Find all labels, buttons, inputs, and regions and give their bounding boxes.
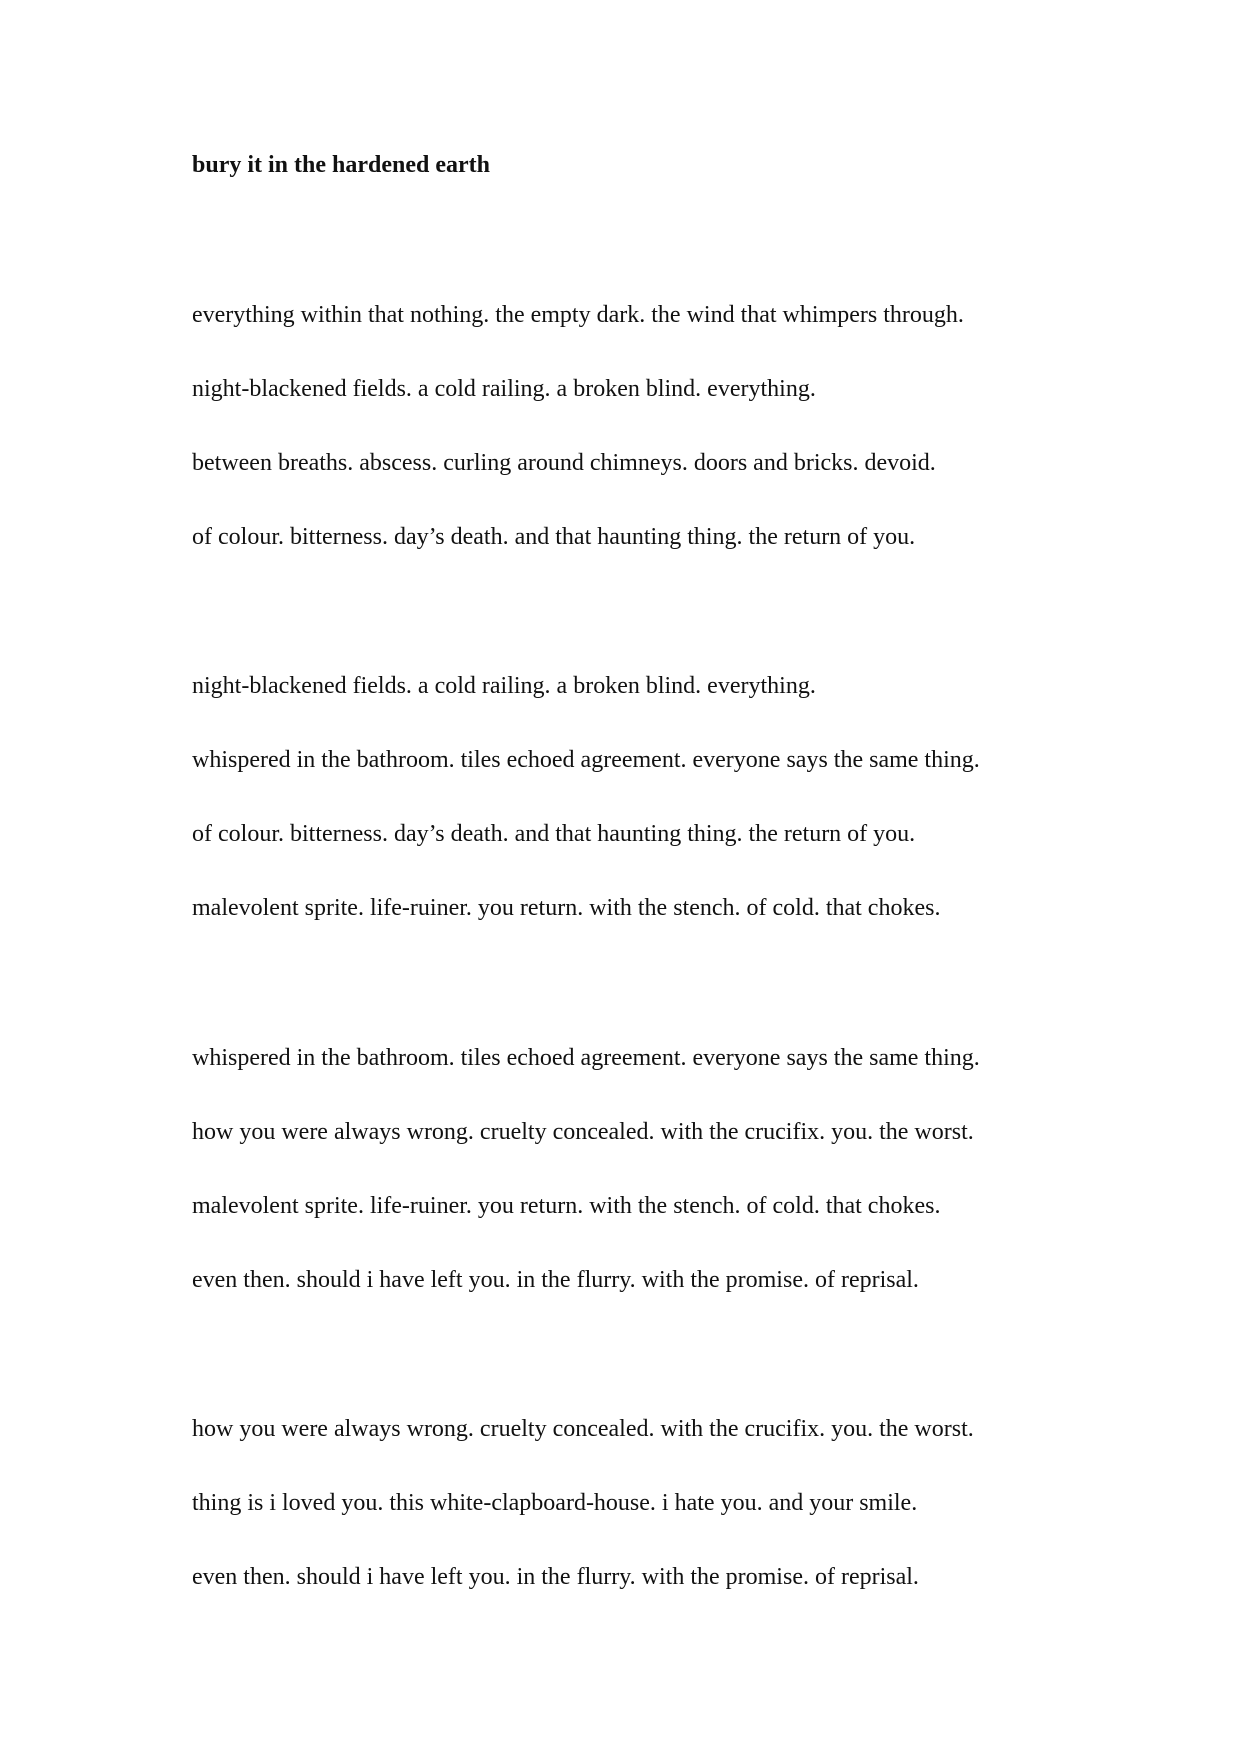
poem-line: how you were always wrong. cruelty concealed. with the crucifix. you. the worst.	[192, 1119, 974, 1145]
poem-line: between breaths. abscess. curling around chimneys. doors and bricks. devoid.	[192, 450, 936, 476]
poem-line: whispered in the bathroom. tiles echoed agreement. everyone says the same thing.	[192, 747, 980, 773]
poem-line: whispered in the bathroom. tiles echoed agreement. everyone says the same thing.	[192, 1045, 980, 1071]
poem-line: of colour. bitterness. day’s death. and that haunting thing. the return of you.	[192, 524, 916, 550]
poem-line: night-blackened fields. a cold railing. a broken blind. everything.	[192, 673, 816, 699]
poem-line: of colour. bitterness. day’s death. and that haunting thing. the return of you.	[192, 821, 916, 847]
poem-line: malevolent sprite. life-ruiner. you return. with the stench. of cold. that chokes.	[192, 1193, 941, 1219]
poem-line: how you were always wrong. cruelty concealed. with the crucifix. you. the worst.	[192, 1416, 974, 1442]
poem-title: bury it in the hardened earth	[192, 152, 491, 178]
poem-line: even then. should i have left you. in the flurry. with the promise. of reprisal.	[192, 1564, 919, 1590]
poem-line: even then. should i have left you. in the flurry. with the promise. of reprisal.	[192, 1267, 919, 1293]
poem-line: thing is i loved you. this white-clapboard-house. i hate you. and your smile.	[192, 1490, 918, 1516]
poem-line: night-blackened fields. a cold railing. a broken blind. everything.	[192, 376, 816, 402]
poem-line: everything within that nothing. the empty dark. the wind that whimpers through.	[192, 302, 964, 328]
poem-line: malevolent sprite. life-ruiner. you return. with the stench. of cold. that chokes.	[192, 895, 941, 921]
